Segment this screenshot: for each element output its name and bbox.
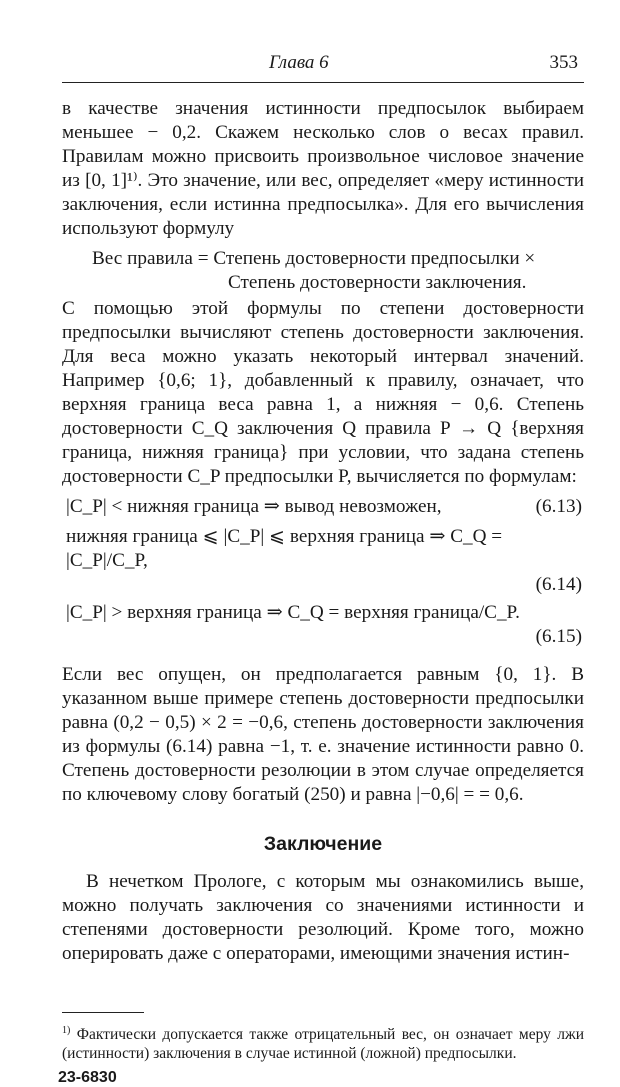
footnote [62,1021,584,1063]
footnote-text: Фактически допускается также отрицательный вес, он означает меру лжи (истинности) заключения в случае истинной (ложной) предпосылки. [62,1026,584,1063]
section-title: Заключение [263,833,383,855]
weight-formula [62,247,584,295]
header-rule [62,82,584,83]
equation-6-15 [66,601,584,625]
paragraph-3: Если вес опущен, он предполагается равным {0, 1}. В указанном выше примере степень достоверности предпосылки равна (0,2 − 0,5) × 2 = −0,6, степень достоверности заключения из формулы (6.14) равна −1, т. е. значение истинности равно 0. Степень достоверности резолюции в этом случае определяется по ключевому слову богатый (250) и равна |−0,6| = = 0,6. [62,664,584,805]
book-page [58,50,584,1087]
equation-6-13 [66,495,584,519]
equation-number: (6.15) [535,626,582,647]
formula-line-1: Вес правила = Степень достоверности предпосылки × [92,248,536,269]
footnote-marker: 1) [62,1025,71,1036]
equation-text: |C_P| > верхняя граница ⇒ C_Q = верхняя граница/C_P. [66,602,520,623]
equation-text: |C_P| < нижняя граница ⇒ вывод невозможен, [66,496,442,517]
printer-signature: 23-6830 [58,1069,117,1087]
footnote-rule [62,1012,144,1013]
equation-text: нижняя граница ⩽ |C_P| ⩽ верхняя граница ⇒ C_Q = |C_P|/C_P, [66,526,503,571]
chapter-title: Глава 6 [269,52,329,73]
equation-number: (6.13) [535,496,582,517]
equation-6-14 [66,525,584,573]
formula-line-2: Степень достоверности заключения. [228,272,527,293]
running-header [62,50,584,78]
page-number: 353 [549,52,578,73]
paragraph-4: В нечетком Прологе, с которым мы ознакомились выше, можно получать заключения со значениями истинности и степенями достоверности резолюций. Кроме того, можно оперировать даже с операторами, имеющими значения истин- [62,871,584,964]
paragraph-1: в качестве значения истинности предпосылок выбираем меньшее − 0,2. Скажем несколько слов о весах правил. Правилам можно присвоить произвольное числовое значение из [0, 1]¹⁾. Это значение, или вес, определяет «меру истинности заключения, если истинна предпосылка». Для его вычисления используют формулу [62,98,584,239]
paragraph-2: С помощью этой формулы по степени достоверности предпосылки вычисляют степень достоверности заключения. Для веса можно указать некоторый интервал значений. Например {0,6; 1}, добавленный к правилу, означает, что верхняя граница веса равна 1, а нижняя − 0,6. Степень достоверности C_Q заключения Q правила P → Q {верхняя граница, нижняя граница} при условии, что задана степень достоверности C_P предпосылки P, вычисляется по формулам: [62,298,584,487]
equation-block [62,495,584,649]
equation-number: (6.14) [535,574,582,595]
